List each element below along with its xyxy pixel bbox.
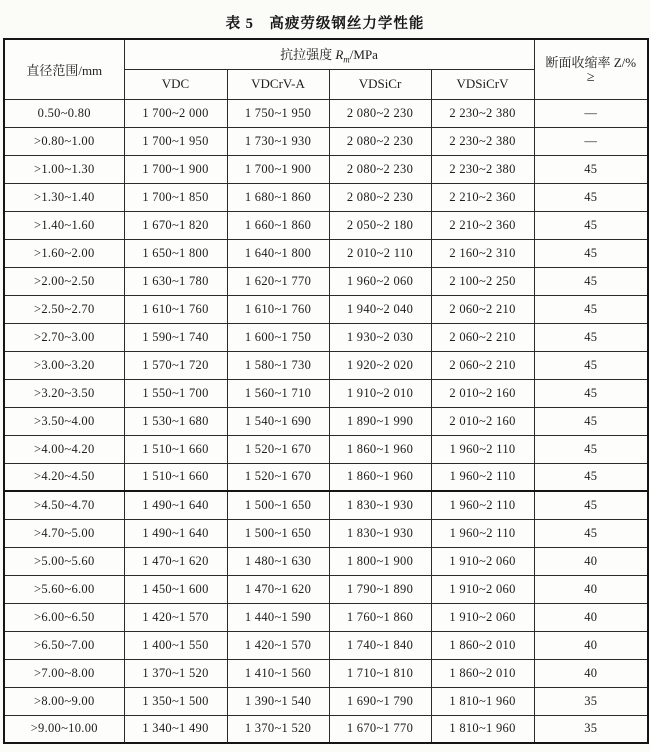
table-row [4, 659, 648, 687]
diameter-range-cell: >5.00~5.60 [4, 547, 124, 575]
reduction-value-cell: 45 [534, 379, 648, 407]
vdsicr-value-cell: 2 080~2 230 [329, 127, 431, 155]
vdc-value-cell: 1 510~1 660 [124, 435, 227, 463]
reduction-value-cell: 45 [534, 183, 648, 211]
header-diameter-range: 直径范围/mm [4, 39, 124, 99]
vdcrv-a-value-cell: 1 500~1 650 [227, 491, 329, 519]
table-row [4, 463, 648, 491]
table-row [4, 603, 648, 631]
vdcrv-a-value-cell: 1 440~1 590 [227, 603, 329, 631]
reduction-value-cell: 45 [534, 239, 648, 267]
vdsicr-value-cell: 1 960~2 060 [329, 267, 431, 295]
vdsicrv-value-cell: 2 060~2 210 [431, 295, 534, 323]
vdc-value-cell: 1 590~1 740 [124, 323, 227, 351]
header-grade-vdcrv-a: VDCrV-A [227, 69, 329, 99]
vdsicrv-value-cell: 2 230~2 380 [431, 155, 534, 183]
vdsicrv-value-cell: 2 230~2 380 [431, 99, 534, 127]
vdc-value-cell: 1 530~1 680 [124, 407, 227, 435]
vdsicrv-value-cell: 1 910~2 060 [431, 603, 534, 631]
vdcrv-a-value-cell: 1 560~1 710 [227, 379, 329, 407]
mechanical-properties-table [3, 38, 649, 744]
diameter-range-cell: 0.50~0.80 [4, 99, 124, 127]
table-header [4, 39, 648, 99]
vdc-value-cell: 1 610~1 760 [124, 295, 227, 323]
vdcrv-a-value-cell: 1 640~1 800 [227, 239, 329, 267]
vdsicr-value-cell: 1 830~1 930 [329, 519, 431, 547]
vdc-value-cell: 1 700~1 950 [124, 127, 227, 155]
vdcrv-a-value-cell: 1 520~1 670 [227, 463, 329, 491]
reduction-value-cell: 45 [534, 491, 648, 519]
table-row [4, 379, 648, 407]
table-row [4, 295, 648, 323]
reduction-value-cell: — [534, 99, 648, 127]
diameter-range-cell: >8.00~9.00 [4, 687, 124, 715]
vdc-value-cell: 1 370~1 520 [124, 659, 227, 687]
diameter-range-cell: >1.40~1.60 [4, 211, 124, 239]
vdc-value-cell: 1 400~1 550 [124, 631, 227, 659]
vdc-value-cell: 1 700~1 900 [124, 155, 227, 183]
table-row [4, 323, 648, 351]
vdsicr-value-cell: 1 860~1 960 [329, 463, 431, 491]
table-row [4, 575, 648, 603]
diameter-range-cell: >6.50~7.00 [4, 631, 124, 659]
vdcrv-a-value-cell: 1 520~1 670 [227, 435, 329, 463]
vdsicrv-value-cell: 1 960~2 110 [431, 435, 534, 463]
vdsicrv-value-cell: 1 960~2 110 [431, 519, 534, 547]
vdc-value-cell: 1 490~1 640 [124, 491, 227, 519]
vdc-value-cell: 1 700~2 000 [124, 99, 227, 127]
vdsicrv-value-cell: 2 060~2 210 [431, 323, 534, 351]
vdsicr-value-cell: 1 760~1 860 [329, 603, 431, 631]
table-row [4, 715, 648, 743]
vdsicrv-value-cell: 2 230~2 380 [431, 127, 534, 155]
vdsicrv-value-cell: 2 060~2 210 [431, 351, 534, 379]
vdc-value-cell: 1 570~1 720 [124, 351, 227, 379]
header-row-top [4, 39, 648, 69]
vdsicr-value-cell: 1 690~1 790 [329, 687, 431, 715]
vdcrv-a-value-cell: 1 700~1 900 [227, 155, 329, 183]
table-row [4, 547, 648, 575]
table-row [4, 267, 648, 295]
diameter-range-cell: >3.00~3.20 [4, 351, 124, 379]
vdcrv-a-value-cell: 1 390~1 540 [227, 687, 329, 715]
vdc-value-cell: 1 670~1 820 [124, 211, 227, 239]
vdc-value-cell: 1 470~1 620 [124, 547, 227, 575]
table-title: 表 5 高疲劳级钢丝力学性能 [225, 16, 425, 32]
table-row [4, 435, 648, 463]
vdsicr-value-cell: 1 940~2 040 [329, 295, 431, 323]
vdc-value-cell: 1 630~1 780 [124, 267, 227, 295]
vdc-value-cell: 1 450~1 600 [124, 575, 227, 603]
diameter-range-cell: >4.20~4.50 [4, 463, 124, 491]
diameter-range-cell: >9.00~10.00 [4, 715, 124, 743]
vdsicrv-value-cell: 1 810~1 960 [431, 715, 534, 743]
vdcrv-a-value-cell: 1 620~1 770 [227, 267, 329, 295]
vdsicr-value-cell: 1 710~1 810 [329, 659, 431, 687]
vdsicr-value-cell: 1 910~2 010 [329, 379, 431, 407]
vdsicr-value-cell: 1 800~1 900 [329, 547, 431, 575]
diameter-range-cell: >4.50~4.70 [4, 491, 124, 519]
vdcrv-a-value-cell: 1 610~1 760 [227, 295, 329, 323]
diameter-range-cell: >3.50~4.00 [4, 407, 124, 435]
header-grade-vdc: VDC [124, 69, 227, 99]
vdsicr-value-cell: 1 740~1 840 [329, 631, 431, 659]
table-row [4, 407, 648, 435]
reduction-value-cell: 40 [534, 547, 648, 575]
vdsicr-value-cell: 2 050~2 180 [329, 211, 431, 239]
vdsicrv-value-cell: 1 960~2 110 [431, 463, 534, 491]
vdsicrv-value-cell: 1 860~2 010 [431, 659, 534, 687]
vdsicr-value-cell: 1 830~1 930 [329, 491, 431, 519]
diameter-range-cell: >2.70~3.00 [4, 323, 124, 351]
vdsicrv-value-cell: 2 010~2 160 [431, 407, 534, 435]
header-grade-vdsicrv: VDSiCrV [431, 69, 534, 99]
vdc-value-cell: 1 510~1 660 [124, 463, 227, 491]
vdcrv-a-value-cell: 1 480~1 630 [227, 547, 329, 575]
vdsicr-value-cell: 1 790~1 890 [329, 575, 431, 603]
vdsicr-value-cell: 1 920~2 020 [329, 351, 431, 379]
tensile-label-prefix: 抗拉强度 [280, 46, 336, 62]
table-row [4, 99, 648, 127]
diameter-range-cell: >4.70~5.00 [4, 519, 124, 547]
tensile-symbol-R: R [335, 46, 344, 62]
vdsicrv-value-cell: 2 210~2 360 [431, 211, 534, 239]
vdsicrv-value-cell: 1 910~2 060 [431, 575, 534, 603]
reduction-value-cell: 45 [534, 519, 648, 547]
table-row [4, 155, 648, 183]
vdc-value-cell: 1 340~1 490 [124, 715, 227, 743]
reduction-value-cell: 40 [534, 603, 648, 631]
diameter-range-cell: >2.50~2.70 [4, 295, 124, 323]
table-row [4, 239, 648, 267]
tensile-symbol-sub-m: m [343, 54, 350, 65]
vdsicr-value-cell: 1 930~2 030 [329, 323, 431, 351]
vdcrv-a-value-cell: 1 540~1 690 [227, 407, 329, 435]
table-row [4, 351, 648, 379]
diameter-range-cell: >3.20~3.50 [4, 379, 124, 407]
vdcrv-a-value-cell: 1 500~1 650 [227, 519, 329, 547]
reduction-value-cell: — [534, 127, 648, 155]
diameter-range-cell: >5.60~6.00 [4, 575, 124, 603]
vdc-value-cell: 1 490~1 640 [124, 519, 227, 547]
reduction-value-cell: 45 [534, 407, 648, 435]
vdc-value-cell: 1 350~1 500 [124, 687, 227, 715]
table-row [4, 211, 648, 239]
vdsicrv-value-cell: 2 160~2 310 [431, 239, 534, 267]
vdsicrv-value-cell: 2 210~2 360 [431, 183, 534, 211]
vdcrv-a-value-cell: 1 600~1 750 [227, 323, 329, 351]
reduction-value-cell: 35 [534, 715, 648, 743]
reduction-value-cell: 45 [534, 267, 648, 295]
vdcrv-a-value-cell: 1 580~1 730 [227, 351, 329, 379]
table-row [4, 631, 648, 659]
vdc-value-cell: 1 700~1 850 [124, 183, 227, 211]
reduction-value-cell: 45 [534, 323, 648, 351]
vdsicrv-value-cell: 2 010~2 160 [431, 379, 534, 407]
vdcrv-a-value-cell: 1 680~1 860 [227, 183, 329, 211]
table-body [4, 99, 648, 743]
diameter-range-cell: >7.00~8.00 [4, 659, 124, 687]
vdsicrv-value-cell: 1 960~2 110 [431, 491, 534, 519]
vdsicr-value-cell: 1 860~1 960 [329, 435, 431, 463]
vdsicr-value-cell: 2 080~2 230 [329, 155, 431, 183]
diameter-range-cell: >1.60~2.00 [4, 239, 124, 267]
reduction-value-cell: 45 [534, 435, 648, 463]
vdc-value-cell: 1 550~1 700 [124, 379, 227, 407]
header-grade-vdsicr: VDSiCr [329, 69, 431, 99]
header-reduction-of-area [534, 39, 648, 99]
reduction-value-cell: 45 [534, 295, 648, 323]
reduction-value-cell: 40 [534, 659, 648, 687]
diameter-range-cell: >0.80~1.00 [4, 127, 124, 155]
table-row [4, 687, 648, 715]
reduction-value-cell: 45 [534, 211, 648, 239]
vdsicr-value-cell: 1 670~1 770 [329, 715, 431, 743]
diameter-range-cell: >4.00~4.20 [4, 435, 124, 463]
vdsicr-value-cell: 2 010~2 110 [329, 239, 431, 267]
reduction-value-cell: 40 [534, 575, 648, 603]
reduction-label: 断面收缩率 Z/% [545, 54, 637, 70]
vdcrv-a-value-cell: 1 410~1 560 [227, 659, 329, 687]
diameter-range-cell: >1.00~1.30 [4, 155, 124, 183]
table-row [4, 127, 648, 155]
table-row [4, 183, 648, 211]
vdc-value-cell: 1 650~1 800 [124, 239, 227, 267]
vdcrv-a-value-cell: 1 660~1 860 [227, 211, 329, 239]
vdsicr-value-cell: 2 080~2 230 [329, 183, 431, 211]
vdcrv-a-value-cell: 1 370~1 520 [227, 715, 329, 743]
reduction-value-cell: 45 [534, 155, 648, 183]
diameter-range-cell: >6.00~6.50 [4, 603, 124, 631]
reduction-value-cell: 45 [534, 351, 648, 379]
vdcrv-a-value-cell: 1 730~1 930 [227, 127, 329, 155]
table-row [4, 491, 648, 519]
diameter-range-cell: >1.30~1.40 [4, 183, 124, 211]
vdsicr-value-cell: 1 890~1 990 [329, 407, 431, 435]
greater-equal-symbol: ≥ [586, 69, 595, 85]
reduction-value-cell: 45 [534, 463, 648, 491]
vdsicrv-value-cell: 1 860~2 010 [431, 631, 534, 659]
vdsicr-value-cell: 2 080~2 230 [329, 99, 431, 127]
vdsicrv-value-cell: 1 810~1 960 [431, 687, 534, 715]
diameter-range-cell: >2.00~2.50 [4, 267, 124, 295]
vdsicrv-value-cell: 2 100~2 250 [431, 267, 534, 295]
vdcrv-a-value-cell: 1 750~1 950 [227, 99, 329, 127]
vdcrv-a-value-cell: 1 470~1 620 [227, 575, 329, 603]
reduction-value-cell: 40 [534, 631, 648, 659]
vdc-value-cell: 1 420~1 570 [124, 603, 227, 631]
vdsicrv-value-cell: 1 910~2 060 [431, 547, 534, 575]
tensile-label-suffix: /MPa [349, 46, 378, 62]
header-tensile-strength [124, 39, 534, 69]
reduction-value-cell: 35 [534, 687, 648, 715]
table-row [4, 519, 648, 547]
vdcrv-a-value-cell: 1 420~1 570 [227, 631, 329, 659]
